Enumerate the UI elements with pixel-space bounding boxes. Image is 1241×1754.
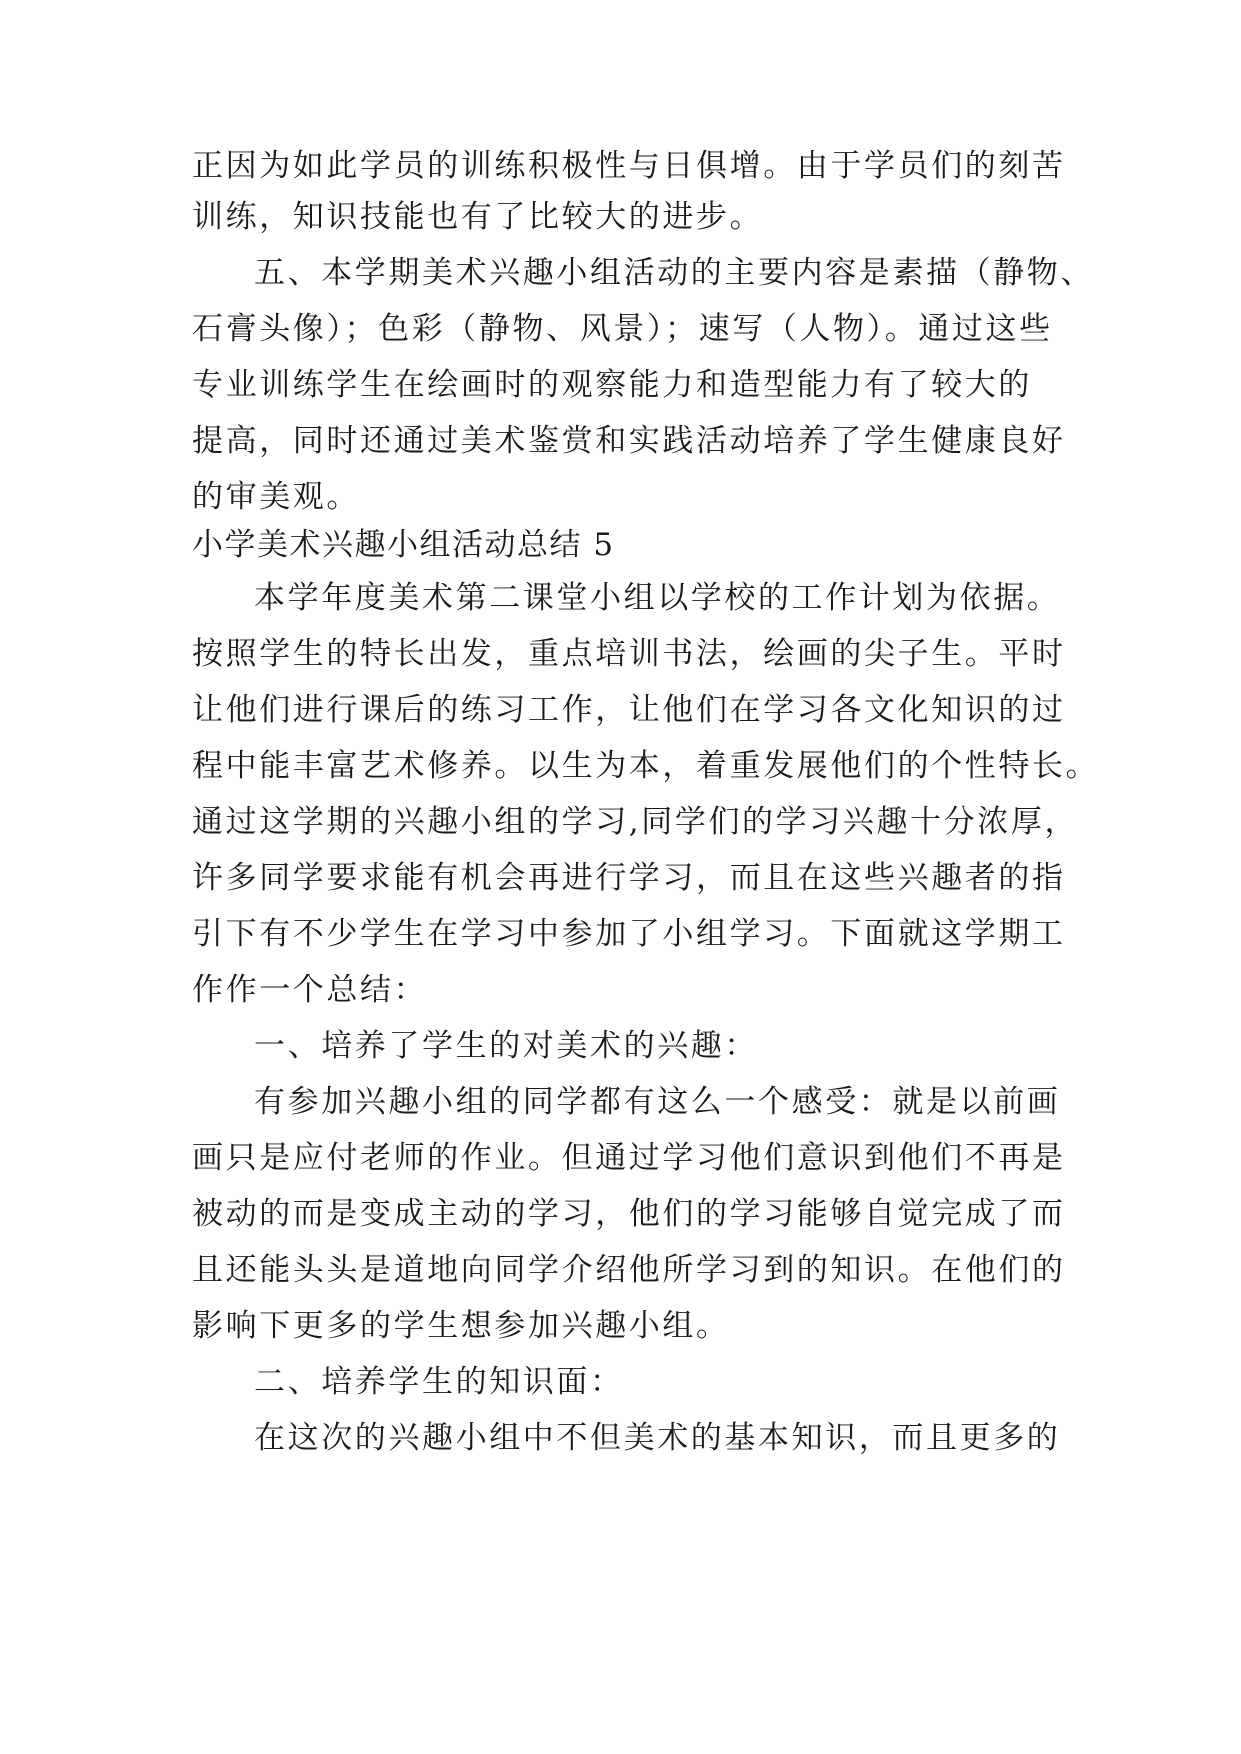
text-line: 一、培养了学生的对美术的兴趣： [254, 1028, 758, 1064]
section-heading: 小学美术兴趣小组活动总结 5 [192, 527, 615, 563]
text-line: 二、培养学生的知识面： [254, 1364, 624, 1400]
text-line: 专业训练学生在绘画时的观察能力和造型能力有了较大的 [192, 367, 1032, 403]
text-line: 作作一个总结： [192, 972, 428, 1008]
text-line: 通过这学期的兴趣小组的学习,同学们的学习兴趣十分浓厚， [192, 804, 1079, 840]
text-line: 五、本学期美术兴趣小组活动的主要内容是素描（静物、 [254, 255, 1094, 291]
text-line: 让他们进行课后的练习工作，让他们在学习各文化知识的过 [192, 692, 1066, 728]
text-line: 引下有不少学生在学习中参加了小组学习。下面就这学期工 [192, 916, 1066, 952]
text-line: 有参加兴趣小组的同学都有这么一个感受：就是以前画 [254, 1084, 1061, 1120]
text-line: 正因为如此学员的训练积极性与日俱增。由于学员们的刻苦 [192, 148, 1066, 184]
text-line: 许多同学要求能有机会再进行学习，而且在这些兴趣者的指 [192, 860, 1066, 896]
text-line: 石膏头像）；色彩（静物、风景）；速写（人物）。通过这些 [192, 311, 1053, 347]
text-line: 的审美观。 [192, 479, 360, 515]
text-line: 本学年度美术第二课堂小组以学校的工作计划为依据。 [254, 580, 1061, 616]
text-line: 在这次的兴趣小组中不但美术的基本知识，而且更多的 [254, 1420, 1061, 1456]
text-line: 训练，知识技能也有了比较大的进步。 [192, 199, 764, 235]
text-line: 影响下更多的学生想参加兴趣小组。 [192, 1308, 730, 1344]
text-line: 且还能头头是道地向同学介绍他所学习到的知识。在他们的 [192, 1252, 1066, 1288]
text-line: 画只是应付老师的作业。但通过学习他们意识到他们不再是 [192, 1140, 1066, 1176]
text-line: 程中能丰富艺术修养。以生为本，着重发展他们的个性特长。 [192, 748, 1100, 784]
text-line: 被动的而是变成主动的学习，他们的学习能够自觉完成了而 [192, 1196, 1066, 1232]
text-line: 提高，同时还通过美术鉴赏和实践活动培养了学生健康良好 [192, 423, 1066, 459]
text-line: 按照学生的特长出发，重点培训书法，绘画的尖子生。平时 [192, 636, 1066, 672]
